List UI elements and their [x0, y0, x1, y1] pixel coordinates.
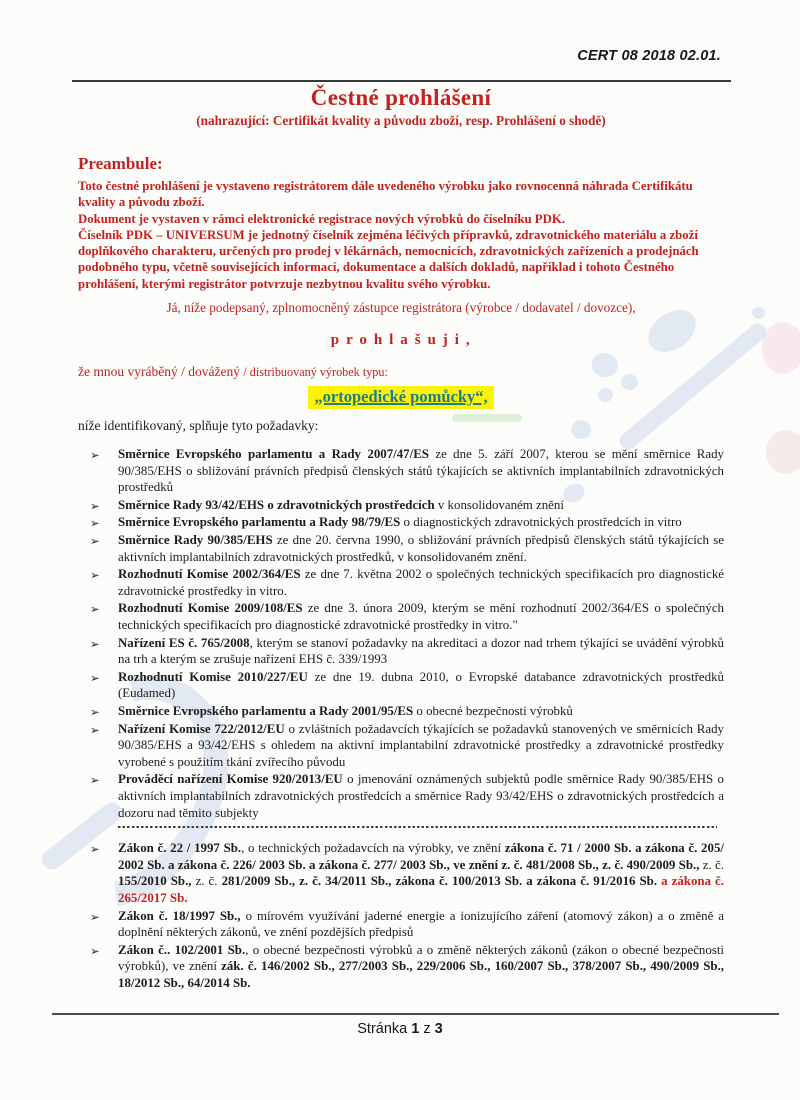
- list-item: [90, 635, 724, 668]
- list-item: [90, 514, 724, 531]
- product-type-secondary: / distribuovaný výrobek typu:: [243, 365, 388, 380]
- list-item-text: [118, 670, 724, 701]
- product-name-row: [78, 386, 724, 409]
- bold-text: Rozhodnutí Komise 2009/108/ES: [118, 601, 303, 616]
- section-divider-dashed: [118, 826, 717, 828]
- preamble-heading: Preambule:: [78, 154, 163, 173]
- arrow-bullet-icon: ➢: [90, 842, 100, 857]
- text-run: ze dne 7. května 2002 o společných technických specifikacích pro diagnostické zdravotnické prostředky in vitro.: [118, 567, 725, 598]
- bold-text: Rozhodnutí Komise 2010/227/EU: [118, 669, 308, 684]
- arrow-bullet-icon: ➢: [90, 670, 100, 685]
- arrow-bullet-icon: ➢: [90, 722, 100, 737]
- bold-text: zák. č. 146/2002 Sb., 277/2003 Sb., 229/2006 Sb., 160/2007 Sb., 378/2007 Sb., 490/2009 Sb., 18/2012 Sb., 64/2014 Sb.: [118, 959, 724, 990]
- text-run: o mírovém využívání jaderné energie a ionizujícího záření (atomový zákon) a o změně a doplnění některých zákonů, ve znění pozdějších předpisů: [118, 908, 724, 940]
- text-run: v konsolidovaném znění: [434, 497, 564, 512]
- bold-text: zákona č. 71 / 2000 Sb. a zákona č. 205/ 2002 Sb. a zákona č. 226/ 2003 Sb. a zákona č. 277/ 2003 Sb., ve znění z. č. 481/2008 Sb., z. č. 490/2009 Sb.,: [118, 841, 724, 872]
- arrow-bullet-icon: ➢: [90, 636, 100, 651]
- arrow-bullet-icon: ➢: [90, 602, 100, 617]
- preamble-paragraph: Dokument je vystaven v rámci elektronické registrace nových výrobků do číselníku PDK.: [78, 211, 565, 226]
- bold-text: Směrnice Rady 90/385/EHS: [118, 533, 273, 548]
- text-run: ze dne 20. června 1990, o sbližování právních předpisů členských států týkajících se aktivních implantabilních zdravotnických prostředků, v konsolidovaném znění.: [118, 533, 724, 564]
- page-number: [0, 1021, 800, 1037]
- bold-text: a zákona č. 265/2017 Sb.: [118, 874, 724, 905]
- bold-text: Prováděcí nařízení Komise 920/2013/EU: [118, 772, 343, 787]
- preamble-paragraph: Toto čestné prohlášení je vystaveno registrátorem dále uvedeného výrobku jako rovnocenná náhrada Certifikátu kvality a původu zboží.: [78, 179, 693, 210]
- scan-artifact: [762, 322, 800, 374]
- bold-text: 1: [411, 1021, 420, 1037]
- list-item: [90, 771, 724, 821]
- bold-text: 281/2009 Sb., z. č. 34/2011 Sb., zákona č. 100/2013 Sb. a zákona č. 91/2016 Sb.: [221, 874, 658, 889]
- bold-text: 3: [434, 1021, 443, 1037]
- laws-list: [78, 840, 724, 991]
- bold-text: Zákon č. 18/1997 Sb.,: [118, 908, 241, 923]
- watermark-dot: [752, 307, 765, 319]
- list-item-text: [118, 841, 724, 905]
- bold-text: Směrnice Rady 93/42/EHS o zdravotnických prostředcích: [118, 497, 435, 512]
- arrow-bullet-icon: ➢: [90, 704, 100, 719]
- document-code: CERT 08 2018 02.01.: [577, 48, 721, 64]
- list-item-text: [118, 567, 724, 598]
- eu-requirements-list: [78, 446, 724, 821]
- list-item: [90, 669, 724, 702]
- arrow-bullet-icon: ➢: [90, 534, 100, 549]
- text-run: , o technických požadavcích na výrobky, ve znění: [241, 841, 505, 856]
- arrow-bullet-icon: ➢: [90, 909, 100, 924]
- list-item: [90, 566, 724, 599]
- list-item: [90, 840, 724, 906]
- list-item-text: [118, 704, 573, 718]
- bold-text: Nařízení Komise 722/2012/EU: [118, 721, 285, 736]
- text-run: z: [419, 1021, 435, 1037]
- text-run: ze dne 19. dubna 2010, o Evropské databance zdravotnických prostředků (Eudamed): [118, 669, 724, 701]
- bold-text: Rozhodnutí Komise 2002/364/ES: [118, 567, 301, 582]
- text-run: z. č.: [699, 857, 724, 872]
- preamble-paragraph: Číselník PDK – UNIVERSUM je jednotný číselník zejména léčivých přípravků, zdravotnického materiálu a zboží doplňkového charakteru, určených pro prodej v lékárnách, nemocnicích, zdravotnických zařízeních a prodejnách podobného typu, včetně souvisejících informací, dokumentace a dalších dokladů, například i tohoto Čestného prohlášení, kterými registrátor potvrzuje nezbytnou kvalitu svého výrobku.: [78, 227, 699, 291]
- text-run: ze dne 5. září 2007, kterou se mění směrnice Rady 90/385/EHS o sbližování právních předpisů členských států týkajících se aktivních implantabilních zdravotnických prostředků: [118, 447, 724, 495]
- arrow-bullet-icon: ➢: [90, 568, 100, 583]
- bold-text: Zákon č. 22 / 1997 Sb.: [118, 841, 242, 856]
- text-run: , kterým se stanoví požadavky na akreditaci a dozor nad trhem týkající se uvádění výrobků na trh a kterým se zrušuje nařízení EHS č. 339/1993: [118, 635, 724, 667]
- bold-text: 155/2010 Sb.,: [118, 874, 192, 889]
- product-type-line: [78, 364, 724, 380]
- list-item-text: [118, 601, 724, 632]
- text-run: , o obecné bezpečnosti výrobků a o změně některých zákonů (zákon o obecné bezpečnosti výrobků), ve znění: [118, 942, 724, 974]
- list-item-text: [118, 447, 724, 494]
- product-name-highlight: „ortopedické pomůcky“,: [308, 386, 493, 409]
- list-item-text: [118, 533, 724, 564]
- text-run: o jmenování oznámených subjektů podle směrnice Rady 90/385/EHS o aktivních implantabilních zdravotnických prostředcích a směrnice Rady 93/42/EHS o zdravotnických prostředcích a dozoru nad těmito subjekty: [118, 772, 725, 820]
- scan-artifact: [766, 430, 800, 474]
- declaration-verb: p r o h l a š u j i ,: [330, 332, 472, 349]
- arrow-bullet-icon: ➢: [90, 498, 100, 513]
- declaration-intro: Já, níže podepsaný, zplnomocněný zástupce registrátora (výrobce / dodavatel / dovozce),: [166, 300, 636, 316]
- product-type-main: že mnou vyráběný / dovážený: [78, 364, 244, 380]
- list-item-text: [118, 722, 724, 769]
- requirements-intro: níže identifikovaný, splňuje tyto požadavky:: [78, 418, 319, 434]
- list-item-text: [118, 909, 724, 940]
- header-divider: [72, 80, 731, 82]
- list-item: [90, 497, 724, 514]
- list-item-text: [118, 498, 564, 512]
- arrow-bullet-icon: ➢: [90, 516, 100, 531]
- list-item: [90, 446, 724, 496]
- text-run: o zvláštních požadavcích týkajících se požadavků stanovených ve směrnicích Rady 90/385/EHS a 93/42/EHS s ohledem na aktivní implantabilní zdravotnické prostředky a zdravotnické prostředky vyrobené s použitím tkání zvířecího původu: [118, 721, 724, 769]
- list-item-text: [118, 943, 724, 990]
- document-content: [78, 80, 724, 992]
- bold-text: Zákon č.. 102/2001 Sb.: [118, 942, 246, 957]
- text-run: o diagnostických zdravotnických prostředcích in vitro: [400, 515, 682, 530]
- bold-text: Nařízení ES č. 765/2008: [118, 635, 250, 650]
- footer-divider: [52, 1013, 779, 1015]
- list-item: [90, 703, 724, 720]
- list-item-text: [118, 636, 724, 667]
- list-item: [90, 600, 724, 633]
- list-item: [90, 908, 724, 941]
- arrow-bullet-icon: ➢: [90, 448, 100, 463]
- text-run: o obecné bezpečnosti výrobků: [413, 703, 573, 718]
- text-run: ze dne 3. února 2009, kterým se mění rozhodnutí 2002/364/ES o společných technických specifikacích pro diagnostické zdravotnické prostředky in vitro.": [118, 601, 724, 633]
- bold-text: Směrnice Evropského parlamentu a Rady 2007/47/ES: [118, 447, 429, 462]
- arrow-bullet-icon: ➢: [90, 773, 100, 788]
- list-item: [90, 532, 724, 565]
- list-item-text: [118, 772, 724, 819]
- list-item: [90, 721, 724, 771]
- page-title: Čestné prohlášení: [310, 85, 492, 110]
- arrow-bullet-icon: ➢: [90, 943, 100, 958]
- bold-text: Směrnice Evropského parlamentu a Rady 98/79/ES: [118, 515, 401, 530]
- text-run: z. č.: [191, 874, 222, 889]
- list-item: [90, 942, 724, 992]
- text-run: Stránka: [357, 1021, 412, 1037]
- bold-text: Směrnice Evropského parlamentu a Rady 2001/95/ES: [118, 703, 414, 718]
- page-subtitle: (nahrazující: Certifikát kvality a původu zboží, resp. Prohlášení o shodě): [196, 113, 606, 128]
- list-item-text: [118, 515, 682, 529]
